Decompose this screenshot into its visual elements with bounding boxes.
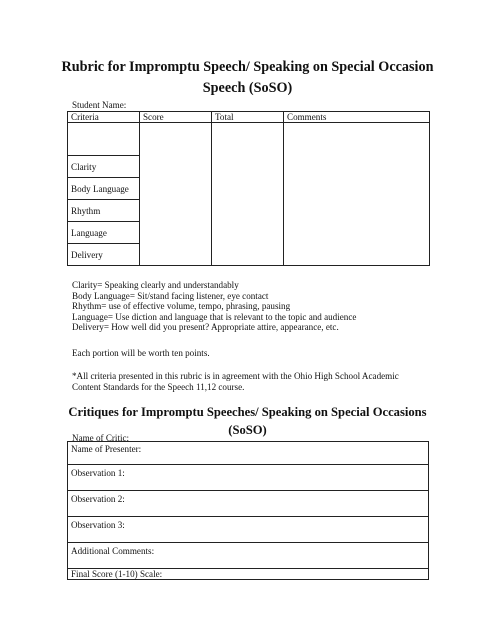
critique-title-line2: (SoSO) [228, 423, 267, 437]
table-row [68, 517, 429, 543]
observation-2-field[interactable]: Observation 2: [68, 491, 429, 517]
rubric-table [67, 111, 430, 266]
table-row [68, 569, 429, 580]
header-comments: Comments [284, 112, 430, 123]
criteria-rhythm: Rhythm [68, 200, 140, 222]
rubric-header-row [68, 112, 430, 123]
observation-1-field[interactable]: Observation 1: [68, 465, 429, 491]
page-title [60, 57, 435, 99]
definition-rhythm: Rhythm= use of effective volume, tempo, phrasing, pausing [72, 301, 291, 311]
criteria-clarity: Clarity [68, 156, 140, 178]
score-cell[interactable] [140, 123, 212, 266]
student-name-label: Student Name: [72, 100, 127, 110]
header-criteria: Criteria [68, 112, 140, 123]
table-row [68, 465, 429, 491]
criteria-body-language: Body Language [68, 178, 140, 200]
definition-clarity: Clarity= Speaking clearly and understandably [72, 280, 239, 290]
table-row [68, 491, 429, 517]
criteria-definitions [72, 280, 356, 333]
blank-cell [68, 123, 140, 156]
criteria-note [72, 371, 432, 392]
page-title-line2: Speech (SoSO) [202, 80, 293, 96]
definition-language: Language= Use diction and language that is relevant to the topic and audience [72, 311, 357, 322]
critic-name-label: Name of Critic: [72, 433, 130, 443]
criteria-language: Language [68, 222, 140, 244]
additional-comments-field[interactable]: Additional Comments: [68, 543, 429, 569]
critique-table [67, 441, 429, 580]
presenter-name-field[interactable]: Name of Presenter: [68, 442, 429, 465]
comments-cell[interactable] [284, 123, 430, 266]
criteria-note-line2: Content Standards for the Speech 11,12 course. [72, 381, 245, 392]
total-cell[interactable] [212, 123, 284, 266]
final-score-field[interactable]: Final Score (1-10) Scale: [68, 569, 429, 580]
definition-delivery: Delivery= How well did you present? Appropriate attire, appearance, etc. [72, 322, 339, 332]
observation-3-field[interactable]: Observation 3: [68, 517, 429, 543]
definition-body-language: Body Language= Sit/stand facing listener, eye contact [72, 290, 269, 301]
criteria-delivery: Delivery [68, 244, 140, 266]
table-row [68, 442, 429, 465]
table-row [68, 543, 429, 569]
header-total: Total [212, 112, 284, 123]
page-title-line1: Rubric for Impromptu Speech/ Speaking on Special Occasion [61, 59, 434, 75]
header-score: Score [140, 112, 212, 123]
points-note: Each portion will be worth ten points. [72, 348, 210, 358]
critique-title-line1: Critiques for Impromptu Speeches/ Speaking on Special Occasions [68, 405, 427, 419]
rubric-blank-row [68, 123, 430, 156]
criteria-note-line1: *All criteria presented in this rubric is in agreement with the Ohio High School Academic [72, 371, 399, 381]
